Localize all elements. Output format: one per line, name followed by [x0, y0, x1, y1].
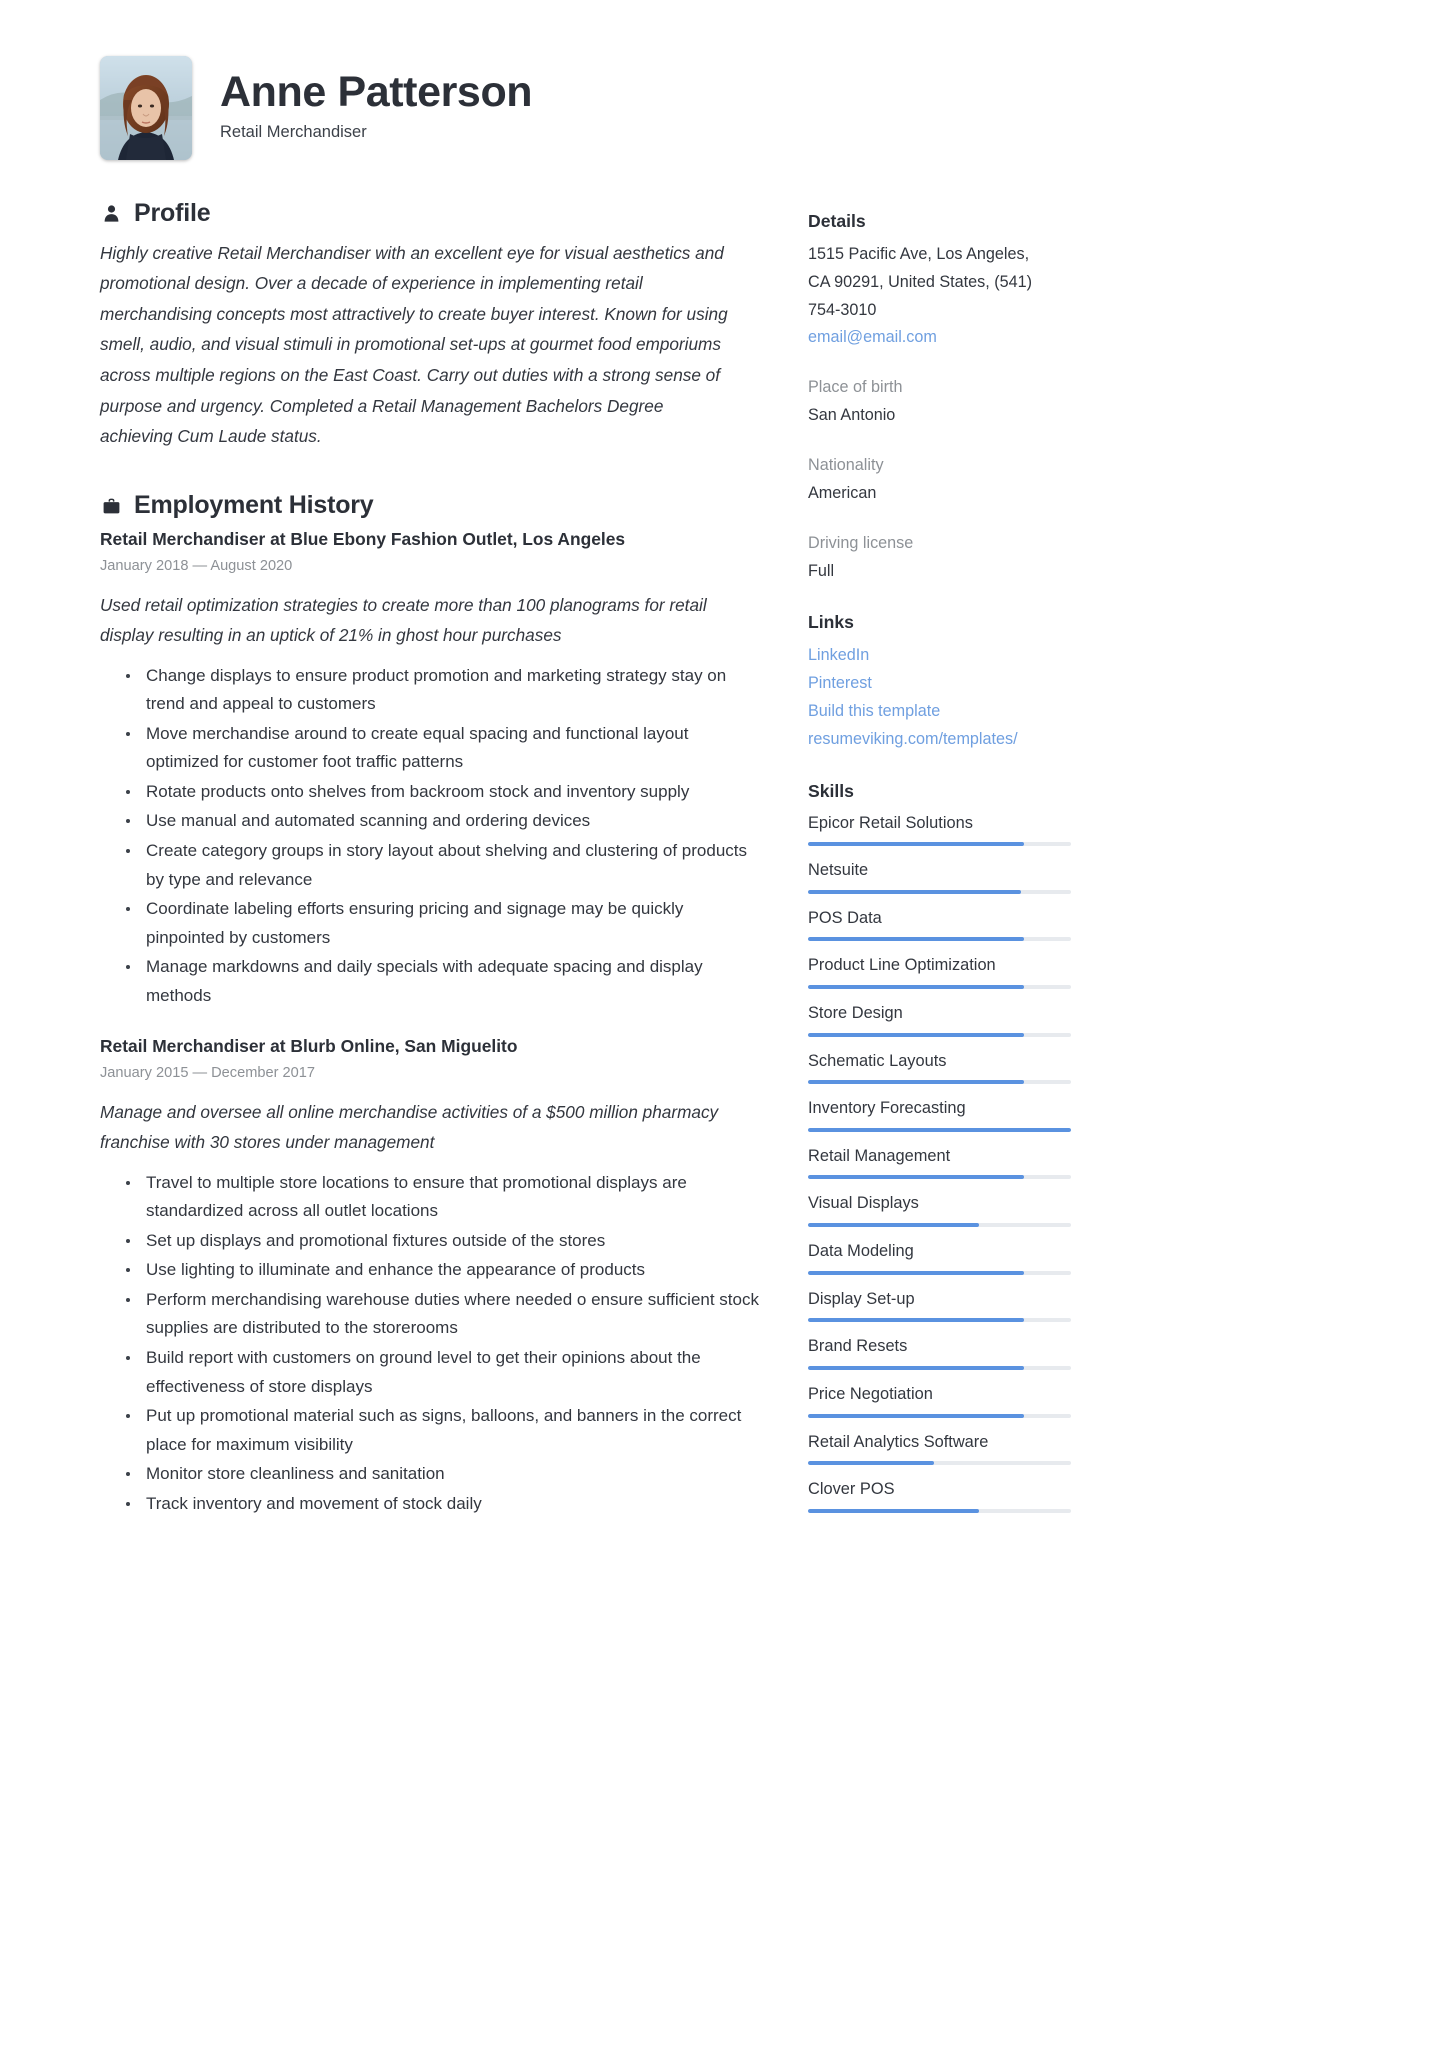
detail-field: [808, 374, 1078, 430]
job-dates: January 2015 — December 2017: [100, 1065, 315, 1082]
person-icon: [102, 204, 120, 224]
employment-section-header: [100, 492, 760, 520]
job-title-line: Retail Merchandiser at Blue Ebony Fashion Outlet, Los Angeles: [100, 529, 626, 550]
page-title: Anne Patterson: [220, 67, 533, 116]
skill-name: Netsuite: [808, 861, 869, 880]
list-item: Coordinate labeling efforts ensuring pricing and signage may be quickly pinpointed by customers: [146, 895, 760, 952]
skill-row: [808, 1144, 1078, 1180]
name-block: [220, 67, 533, 146]
skills-heading: Skills: [808, 780, 854, 801]
job-summary: Manage and oversee all online merchandise activities of a $500 million pharmacy franchise with 30 stores under management: [100, 1101, 719, 1152]
skill-level-bar: [808, 842, 1071, 846]
skill-level-fill: [808, 1414, 1024, 1418]
skill-level-bar: [808, 1461, 1071, 1465]
detail-field-value: Full: [808, 561, 835, 580]
profile-heading: Profile: [134, 199, 211, 227]
skill-level-fill: [808, 890, 1021, 894]
links-heading: Links: [808, 612, 854, 633]
details-block: [808, 210, 1078, 352]
detail-field: [808, 452, 1078, 508]
skill-level-fill: [808, 1366, 1024, 1370]
skill-name: Visual Displays: [808, 1194, 919, 1213]
skill-level-bar: [808, 1366, 1071, 1370]
employment-heading: Employment History: [134, 490, 374, 519]
skills-block: [808, 780, 1078, 1513]
skill-name: Data Modeling: [808, 1242, 914, 1261]
job-entry: [100, 1036, 760, 1518]
skill-level-fill: [808, 1318, 1024, 1322]
skill-name: Price Negotiation: [808, 1384, 933, 1403]
skills-list: [808, 811, 1078, 1513]
skill-level-bar: [808, 890, 1071, 894]
skill-level-fill: [808, 842, 1024, 846]
skill-level-bar: [808, 1414, 1071, 1418]
skill-row: [808, 1334, 1078, 1370]
skill-name: Inventory Forecasting: [808, 1099, 966, 1118]
skill-level-fill: [808, 1128, 1071, 1132]
address-line: 1515 Pacific Ave, Los Angeles,: [808, 244, 1030, 263]
main-column: [100, 200, 760, 1544]
skill-level-fill: [808, 1080, 1024, 1084]
job-dates: January 2018 — August 2020: [100, 558, 293, 575]
employment-section: [100, 492, 760, 1519]
list-item: Change displays to ensure product promotion and marketing strategy stay on trend and appeal to customers: [146, 662, 760, 719]
address-line: 754-3010: [808, 300, 877, 319]
job-bullet-list: [100, 1169, 760, 1519]
skill-name: POS Data: [808, 908, 882, 927]
sidebar-link[interactable]: LinkedIn: [808, 646, 870, 665]
briefcase-icon: [102, 496, 120, 516]
skill-level-bar: [808, 1223, 1071, 1227]
skill-name: Store Design: [808, 1004, 903, 1023]
skill-level-fill: [808, 1223, 979, 1227]
sidebar: [808, 200, 1078, 1535]
detail-field-label: Nationality: [808, 456, 884, 475]
skill-level-fill: [808, 1509, 979, 1513]
address-lines: [808, 241, 1078, 325]
skill-name: Retail Management: [808, 1146, 951, 1165]
links-block: [808, 611, 1078, 753]
skill-level-fill: [808, 985, 1024, 989]
detail-field-label: Place of birth: [808, 378, 903, 397]
skill-row: [808, 1049, 1078, 1085]
skill-row: [808, 858, 1078, 894]
body-columns: [100, 200, 1364, 1544]
list-item: Monitor store cleanliness and sanitation: [146, 1460, 760, 1489]
job-bullet-list: [100, 662, 760, 1011]
skill-row: [808, 1430, 1078, 1466]
skill-name: Retail Analytics Software: [808, 1432, 989, 1451]
skill-row: [808, 1096, 1078, 1132]
skill-level-bar: [808, 1080, 1071, 1084]
skill-row: [808, 1239, 1078, 1275]
skill-level-fill: [808, 1461, 934, 1465]
skill-level-fill: [808, 1271, 1024, 1275]
skill-level-bar: [808, 1318, 1071, 1322]
skill-row: [808, 906, 1078, 942]
skill-row: [808, 1287, 1078, 1323]
skill-level-bar: [808, 1509, 1071, 1513]
job-title: Retail Merchandiser: [220, 123, 367, 142]
job-summary: Used retail optimization strategies to create more than 100 planograms for retail display resulting in an uptick of 21% in ghost hour purchases: [100, 594, 707, 645]
list-item: Travel to multiple store locations to ensure that promotional displays are standardized across all outlet locations: [146, 1169, 760, 1226]
resume-header: [100, 48, 1364, 160]
list-item: Move merchandise around to create equal spacing and functional layout optimized for customer foot traffic patterns: [146, 720, 760, 777]
skill-level-bar: [808, 985, 1071, 989]
list-item: Use manual and automated scanning and ordering devices: [146, 807, 760, 836]
skill-level-fill: [808, 1033, 1024, 1037]
skill-name: Product Line Optimization: [808, 956, 996, 975]
profile-text: Highly creative Retail Merchandiser with an excellent eye for visual aesthetics and promotional design. Over a decade of experience in implementing retail merchandising concepts most attractively to create buyer interest. Known for using smell, audio, and visual stimuli in promotional set-ups at gourmet food emporiums across multiple regions on the East Coast. Carry out duties with a strong sense of purpose and urgency. Completed a Retail Management Bachelors Degree achieving Cum Laude status.: [100, 242, 728, 447]
sidebar-link[interactable]: Build this template: [808, 702, 941, 721]
list-item: Set up displays and promotional fixtures outside of the stores: [146, 1227, 760, 1256]
portrait-photo-icon: [100, 56, 192, 160]
list-item: Put up promotional material such as signs, balloons, and banners in the correct place for maximum visibility: [146, 1402, 760, 1459]
jobs-list: [100, 529, 760, 1518]
sidebar-link[interactable]: resumeviking.com/templates/: [808, 729, 1018, 748]
skill-name: Epicor Retail Solutions: [808, 813, 973, 832]
skill-level-fill: [808, 937, 1024, 941]
list-item: Perform merchandising warehouse duties where needed o ensure sufficient stock supplies are distributed to the storerooms: [146, 1286, 760, 1343]
job-title-line: Retail Merchandiser at Blurb Online, San Miguelito: [100, 1036, 518, 1057]
skill-row: [808, 1477, 1078, 1513]
list-item: Rotate products onto shelves from backroom stock and inventory supply: [146, 778, 760, 807]
list-item: Manage markdowns and daily specials with adequate spacing and display methods: [146, 953, 760, 1010]
skill-row: [808, 1191, 1078, 1227]
skill-level-bar: [808, 1271, 1071, 1275]
skill-name: Brand Resets: [808, 1337, 908, 1356]
skill-name: Display Set-up: [808, 1289, 915, 1308]
detail-fields: [808, 374, 1078, 585]
skill-row: [808, 1382, 1078, 1418]
skill-row: [808, 953, 1078, 989]
skill-level-fill: [808, 1175, 1024, 1179]
skill-level-bar: [808, 1033, 1071, 1037]
details-heading: Details: [808, 211, 866, 231]
skill-level-bar: [808, 937, 1071, 941]
detail-field-label: Driving license: [808, 533, 914, 552]
job-entry: [100, 529, 760, 1010]
links-list: [808, 642, 1078, 753]
list-item: Create category groups in story layout about shelving and clustering of products by type and relevance: [146, 837, 760, 894]
skill-name: Schematic Layouts: [808, 1051, 947, 1070]
detail-field-value: San Antonio: [808, 406, 896, 425]
skill-row: [808, 811, 1078, 847]
detail-field-value: American: [808, 483, 877, 502]
profile-section-header: [100, 200, 760, 228]
skill-level-bar: [808, 1175, 1071, 1179]
email-link[interactable]: email@email.com: [808, 328, 937, 347]
address-line: CA 90291, United States, (541): [808, 272, 1033, 291]
list-item: Use lighting to illuminate and enhance the appearance of products: [146, 1256, 760, 1285]
list-item: Track inventory and movement of stock daily: [146, 1490, 760, 1519]
sidebar-link[interactable]: Pinterest: [808, 674, 872, 693]
list-item: Build report with customers on ground level to get their opinions about the effectiveness of store displays: [146, 1344, 760, 1401]
skill-row: [808, 1001, 1078, 1037]
detail-field: [808, 530, 1078, 586]
skill-name: Clover POS: [808, 1480, 895, 1499]
avatar: [100, 56, 192, 160]
skill-level-bar: [808, 1128, 1071, 1132]
